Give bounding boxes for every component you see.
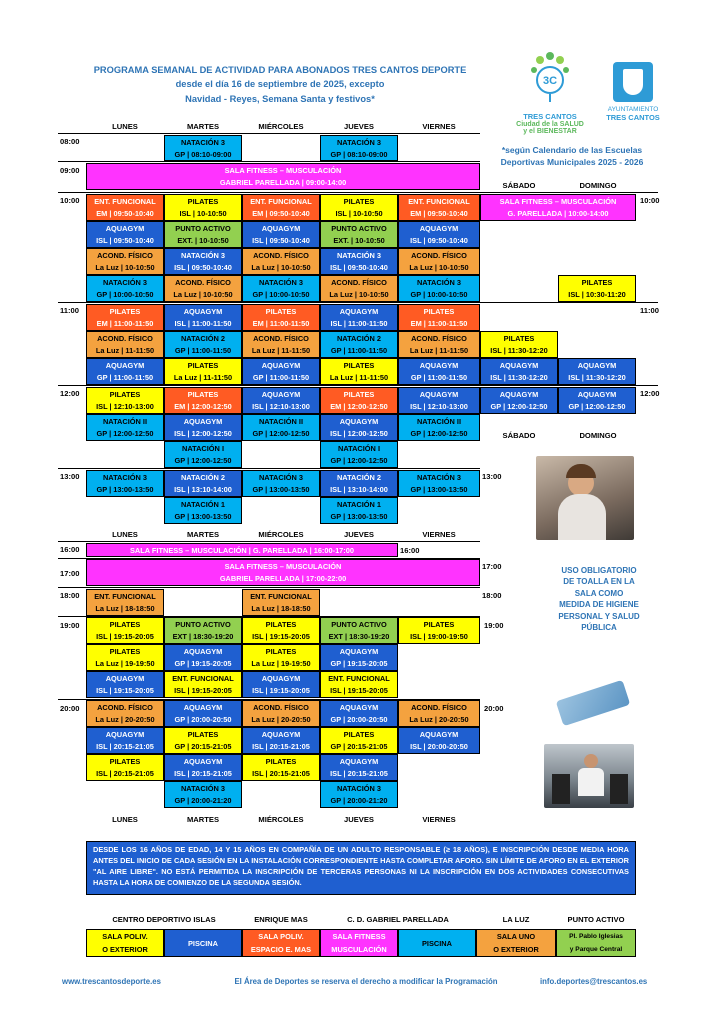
class-cell: AQUAGYM GP | 11:00-11:50 (242, 358, 320, 385)
time-1900: 19:00 (60, 621, 80, 630)
class-cell: ACOND. FÍSICO La Luz | 20-20:50 (398, 700, 480, 727)
footer-website-link[interactable]: www.trescantosdeporte.es (62, 977, 161, 986)
day-viernes-2: VIERNES (422, 530, 456, 539)
time-1300-r: 13:00 (482, 472, 502, 481)
class-cell: NATACIÓN 3 GP | 13:00-13:50 (398, 470, 480, 497)
time-1100-r: 11:00 (640, 306, 660, 315)
class-cell: NATACIÓN 3 GP | 13:00-13:50 (242, 470, 320, 497)
time-1000-r: 10:00 (640, 196, 660, 205)
legend-sala-fitness-gp: SALA FITNESS MUSCULACIÓN (320, 929, 398, 957)
class-cell: PILATES ISL | 19:15-20:05 (86, 617, 164, 644)
day-miercoles-2: MIÉRCOLES (258, 530, 304, 539)
legend-piscina-gp: PISCINA (398, 929, 476, 957)
class-sala-fitness-1600: SALA FITNESS – MUSCULACIÓN | G. PARELLADA | 16:00-17:00 (86, 543, 398, 557)
day-lunes-2: LUNES (112, 530, 138, 539)
class-cell: ACOND. FÍSICO La Luz | 10-10:50 (164, 275, 242, 302)
class-cell: PILATES GP | 20:15-21:05 (320, 727, 398, 754)
day-martes: MARTES (186, 122, 220, 131)
class-cell: PILATES EM | 12:00-12:50 (320, 387, 398, 414)
time-2000: 20:00 (60, 704, 80, 713)
footer-email-link[interactable]: info.deportes@trescantos.es (540, 977, 648, 986)
class-cell: ACOND. FÍSICO La Luz | 11-11:50 (242, 331, 320, 358)
class-cell: AQUAGYM GP | 20:00-20:50 (320, 700, 398, 727)
class-cell: NATACIÓN 3 GP | 10:00-10:50 (398, 275, 480, 302)
class-cell: PILATES EM | 12:00-12:50 (164, 387, 242, 414)
day-lunes-3: LUNES (112, 815, 138, 824)
class-aquagym-sat-12: AQUAGYM GP | 12:00-12:50 (480, 387, 558, 414)
class-cell: ACOND. FÍSICO La Luz | 10-10:50 (86, 248, 164, 275)
day-lunes: LUNES (112, 122, 138, 131)
class-cell: PILATES ISL | 12:10-13:00 (86, 387, 164, 414)
class-cell: PILATES EM | 11:00-11:50 (86, 304, 164, 331)
title: PROGRAMA SEMANAL DE ACTIVIDAD PARA ABONADOS TRES CANTOS DEPORTE (93, 65, 467, 75)
class-cell: AQUAGYM ISL | 20:15-21:05 (164, 754, 242, 781)
class-cell: PILATES ISL | 20:15-21:05 (86, 754, 164, 781)
class-ent-funcional-wed-18: ENT. FUNCIONAL La Luz | 18-18:50 (242, 589, 320, 616)
legend-piscina-islas: PISCINA (164, 929, 242, 957)
class-cell: PILATES La Luz | 19-19:50 (242, 644, 320, 671)
class-cell: NATACIÓN I GP | 12:00-12:50 (164, 441, 242, 468)
class-cell: ACOND. FÍSICO La Luz | 20-20:50 (86, 700, 164, 727)
class-cell: AQUAGYM ISL | 19:15-20:05 (86, 671, 164, 698)
time-0800: 08:00 (60, 137, 80, 146)
class-cell: NATACIÓN 3 GP | 20:00-21:20 (320, 781, 398, 808)
class-cell: ACOND. FÍSICO La Luz | 20-20:50 (242, 700, 320, 727)
class-cell: AQUAGYM GP | 11:00-11:50 (86, 358, 164, 385)
class-cell: AQUAGYM ISL | 20:15-21:05 (86, 727, 164, 754)
class-cell: NATACIÓN I GP | 12:00-12:50 (320, 441, 398, 468)
legend-header-enrique-mas: ENRIQUE MAS (254, 915, 308, 924)
class-cell: AQUAGYM ISL | 20:15-21:05 (320, 754, 398, 781)
class-cell: AQUAGYM ISL | 09:50-10:40 (86, 221, 164, 248)
class-cell: PILATES ISL | 20:15-21:05 (242, 754, 320, 781)
class-cell: NATACIÓN II GP | 12:00-12:50 (398, 414, 480, 441)
class-cell: NATACIÓN 1 GP | 13:00-13:50 (164, 497, 242, 524)
class-cell: NATACIÓN 3 GP | 10:00-10:50 (86, 275, 164, 302)
time-1800: 18:00 (60, 591, 80, 600)
legend-punto-activo: Pl. Pablo Iglesias y Parque Central (556, 929, 636, 957)
time-1900-r: 19:00 (484, 621, 504, 630)
tree-icon (510, 50, 590, 105)
class-cell: PUNTO ACTIVO EXT | 18:30-19:20 (164, 617, 242, 644)
class-cell: PILATES La Luz | 11-11:50 (320, 358, 398, 385)
class-cell: ENT. FUNCIONAL ISL | 19:15-20:05 (164, 671, 242, 698)
time-1000: 10:00 (60, 196, 80, 205)
class-cell: NATACIÓN 2 GP | 11:00-11:50 (320, 331, 398, 358)
crest-icon (613, 62, 653, 102)
class-cell: NATACIÓN 3 ISL | 09:50-10:40 (320, 248, 398, 275)
class-cell: PUNTO ACTIVO EXT. | 10-10:50 (320, 221, 398, 248)
tres-cantos-logo: 3C TRES CANTOS Ciudad de la SALUD y el BIENESTAR (510, 50, 590, 140)
calendar-note-1: *según Calendario de las Escuelas (501, 145, 643, 155)
class-cell: AQUAGYM ISL | 12:00-12:50 (320, 414, 398, 441)
class-cell: ACOND. FÍSICO La Luz | 11-11:50 (86, 331, 164, 358)
class-sala-fitness-weekend: SALA FITNESS – MUSCULACIÓN G. PARELLADA | 10:00-14:00 (480, 194, 636, 221)
class-cell: AQUAGYM ISL | 12:10-13:00 (242, 387, 320, 414)
time-1600-r: 16:00 (400, 546, 420, 555)
class-cell: NATACIÓN 2 ISL | 13:10-14:00 (320, 470, 398, 497)
class-cell: PUNTO ACTIVO EXT. | 10-10:50 (164, 221, 242, 248)
class-natacion3-tue-0810: NATACIÓN 3 GP | 08:10-09:00 (164, 135, 242, 161)
legend-header-islas: CENTRO DEPORTIVO ISLAS (112, 915, 216, 924)
class-cell: AQUAGYM ISL | 12:00-12:50 (164, 414, 242, 441)
class-cell: AQUAGYM ISL | 20:00-20:50 (398, 727, 480, 754)
subtitle-exceptions: Navidad - Reyes, Semana Santa y festivos* (185, 94, 375, 104)
class-cell: PILATES EM | 11:00-11:50 (242, 304, 320, 331)
class-cell: NATACIÓN 3 GP | 10:00-10:50 (242, 275, 320, 302)
class-cell: PILATES ISL | 10-10:50 (320, 194, 398, 221)
class-cell: NATACIÓN 2 ISL | 13:10-14:00 (164, 470, 242, 497)
class-cell: ACOND. FÍSICO La Luz | 10-10:50 (242, 248, 320, 275)
legend-sala-uno-la-luz: SALA UNO O EXTERIOR (476, 929, 556, 957)
day-miercoles: MIÉRCOLES (258, 122, 304, 131)
towel-notice: USO OBLIGATORIO DE TOALLA EN LA SALA COMO MEDIDA DE HIGIENE PERSONAL Y SALUD PÚBLICA (558, 566, 640, 633)
class-cell: PILATES La Luz | 11-11:50 (164, 358, 242, 385)
rules-box: DESDE LOS 16 AÑOS DE EDAD, 14 Y 15 AÑOS EN COMPAÑÍA DE UN ADULTO RESPONSABLE (≥ 18 AÑOS), E INSCRIPCIÓN DESDE MEDIA HORA ANTES DEL INICIO DE CADA SESIÓN EN LA INSTALACIÓN CORRESPONDIENTE HASTA COMPLETAR AFORO. SIN LÍMITE DE AFORO EN EL EXTERIOR "AL AIRE LIBRE". NO ESTÁ PERMITIDA LA INSCRIPCIÓN DE TERCERAS PERSONAS NI LA INSCRIPCIÓN EN DOS ACTIVIDADES CONSECUTIVAS HASTA LA HORA DE COMIENZO DE LA SEGUNDA SESIÓN. (86, 841, 636, 895)
class-cell: NATACIÓN II GP | 12:00-12:50 (86, 414, 164, 441)
class-cell: AQUAGYM ISL | 11:00-11:50 (320, 304, 398, 331)
time-0900: 09:00 (60, 166, 80, 175)
class-cell: PILATES La Luz | 19-19:50 (86, 644, 164, 671)
towel-photo (548, 672, 634, 734)
time-1700-r: 17:00 (482, 562, 502, 571)
day-jueves-3: JUEVES (344, 815, 374, 824)
time-1600: 16:00 (60, 545, 80, 554)
class-cell: NATACIÓN II GP | 12:00-12:50 (242, 414, 320, 441)
day-viernes-3: VIERNES (422, 815, 456, 824)
class-cell: NATACIÓN 1 GP | 13:00-13:50 (320, 497, 398, 524)
legend-sala-poliv-em: SALA POLIV. ESPACIO E. MAS (242, 929, 320, 957)
day-domingo-2: DOMINGO (579, 431, 617, 440)
time-1100: 11:00 (60, 306, 80, 315)
class-cell: ACOND. FÍSICO La Luz | 11-11:50 (398, 331, 480, 358)
class-cell: ACOND. FÍSICO La Luz | 10-10:50 (320, 275, 398, 302)
class-cell: NATACIÓN 3 GP | 20:00-21:20 (164, 781, 242, 808)
day-jueves: JUEVES (344, 122, 374, 131)
class-cell: ACOND. FÍSICO La Luz | 10-10:50 (398, 248, 480, 275)
class-natacion3-thu-0810: NATACIÓN 3 GP | 08:10-09:00 (320, 135, 398, 161)
class-cell: AQUAGYM ISL | 19:15-20:05 (242, 671, 320, 698)
day-jueves-2: JUEVES (344, 530, 374, 539)
class-aquagym-sun-12: AQUAGYM GP | 12:00-12:50 (558, 387, 636, 414)
day-sabado-2: SÁBADO (502, 431, 536, 440)
class-cell: PILATES EM | 11:00-11:50 (398, 304, 480, 331)
calendar-note-2: Deportivas Municipales 2025 - 2026 (500, 157, 644, 167)
footer-disclaimer: El Área de Deportes se reserva el derecho a modificar la Programación (234, 977, 498, 986)
class-pilates-sun: PILATES ISL | 10:30-11:20 (558, 275, 636, 302)
class-cell: NATACIÓN 3 GP | 13:00-13:50 (86, 470, 164, 497)
gym-photo-woman (536, 456, 634, 540)
legend-header-punto-activo: PUNTO ACTIVO (567, 915, 625, 924)
class-cell: AQUAGYM ISL | 09:50-10:40 (242, 221, 320, 248)
class-cell: PUNTO ACTIVO EXT | 18:30-19:20 (320, 617, 398, 644)
time-1200: 12:00 (60, 389, 80, 398)
day-miercoles-3: MIÉRCOLES (258, 815, 304, 824)
class-cell: AQUAGYM GP | 19:15-20:05 (320, 644, 398, 671)
time-1700: 17:00 (60, 569, 80, 578)
class-pilates-sat: PILATES ISL | 11:30-12:20 (480, 331, 558, 358)
class-cell: ENT. FUNCIONAL ISL | 19:15-20:05 (320, 671, 398, 698)
class-cell: AQUAGYM ISL | 12:10-13:00 (398, 387, 480, 414)
subtitle-date: desde el día 16 de septiembre de 2025, excepto (175, 79, 385, 89)
day-sabado: SÁBADO (502, 181, 536, 190)
class-sala-fitness-1700: SALA FITNESS – MUSCULACIÓN GABRIEL PARELLADA | 17:00-22:00 (86, 559, 480, 586)
class-sala-fitness-0900: SALA FITNESS – MUSCULACIÓN GABRIEL PARELLADA | 09:00-14:00 (86, 163, 480, 190)
class-cell: NATACIÓN 3 ISL | 09:50-10:40 (164, 248, 242, 275)
class-cell: PILATES ISL | 19:15-20:05 (242, 617, 320, 644)
class-cell: ENT. FUNCIONAL EM | 09:50-10:40 (398, 194, 480, 221)
class-cell: AQUAGYM ISL | 11:00-11:50 (164, 304, 242, 331)
legend-header-parellada: C. D. GABRIEL PARELLADA (347, 915, 449, 924)
time-1800-r: 18:00 (482, 591, 502, 600)
class-aquagym-sun: AQUAGYM ISL | 11:30-12:20 (558, 358, 636, 385)
class-cell: PILATES GP | 20:15-21:05 (164, 727, 242, 754)
ayuntamiento-logo: AYUNTAMIENTO TRES CANTOS (603, 62, 663, 137)
legend-sala-poliv-islas: SALA POLIV. O EXTERIOR (86, 929, 164, 957)
class-cell: NATACIÓN 2 GP | 11:00-11:50 (164, 331, 242, 358)
time-1300: 13:00 (60, 472, 80, 481)
time-2000-r: 20:00 (484, 704, 504, 713)
class-cell: AQUAGYM GP | 11:00-11:50 (398, 358, 480, 385)
class-aquagym-sat: AQUAGYM ISL | 11:30-12:20 (480, 358, 558, 385)
legend-header-la-luz: LA LUZ (502, 915, 530, 924)
class-ent-funcional-mon-18: ENT. FUNCIONAL La Luz | 18-18:50 (86, 589, 164, 616)
time-1200-r: 12:00 (640, 389, 660, 398)
class-cell: AQUAGYM GP | 20:00-20:50 (164, 700, 242, 727)
class-cell: ENT. FUNCIONAL EM | 09:50-10:40 (86, 194, 164, 221)
day-martes-3: MARTES (186, 815, 220, 824)
day-martes-2: MARTES (186, 530, 220, 539)
class-cell: AQUAGYM GP | 19:15-20:05 (164, 644, 242, 671)
class-cell: ENT. FUNCIONAL EM | 09:50-10:40 (242, 194, 320, 221)
class-cell: AQUAGYM ISL | 09:50-10:40 (398, 221, 480, 248)
class-cell: PILATES ISL | 19:00-19:50 (398, 617, 480, 644)
gym-photo-man (544, 744, 634, 808)
class-cell: PILATES ISL | 10-10:50 (164, 194, 242, 221)
class-cell: AQUAGYM ISL | 20:15-21:05 (242, 727, 320, 754)
day-domingo: DOMINGO (579, 181, 617, 190)
day-viernes: VIERNES (422, 122, 456, 131)
svg-text:3C: 3C (542, 75, 558, 87)
